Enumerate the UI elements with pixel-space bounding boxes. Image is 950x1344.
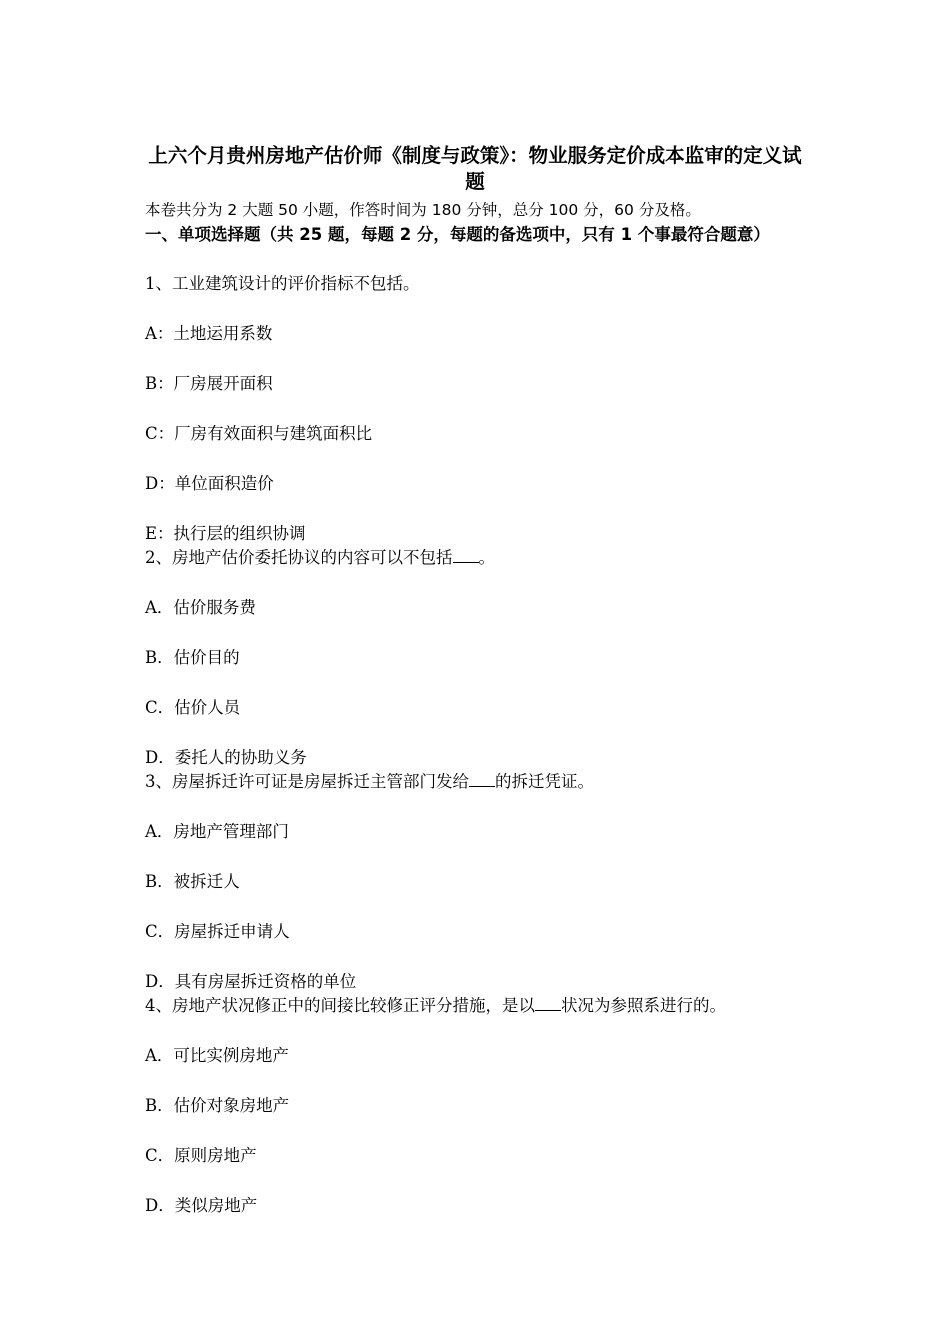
question-3-stem-text: 3、房屋拆迁许可证是房屋拆迁主管部门发给 xyxy=(145,772,469,791)
question-1-stem: 1、工业建筑设计的评价指标不包括。 xyxy=(145,274,420,293)
exam-summary: 本卷共分为 2 大题 50 小题，作答时间为 180 分钟，总分 100 分，60 分及格。 xyxy=(145,201,701,219)
question-4-option-a: A．可比实例房地产 xyxy=(145,1046,289,1065)
document-title: 上六个月贵州房地产估价师《制度与政策》：物业服务定价成本监审的定义试题 xyxy=(148,144,802,193)
section-title: 一、单项选择题（共 25 题，每题 2 分，每题的备选项中，只有 1 个事最符合题意） xyxy=(145,225,770,244)
question-1-option-d: D：单位面积造价 xyxy=(145,474,274,493)
question-4-option-b: B．估价对象房地产 xyxy=(145,1096,290,1115)
question-3-option-d: D．具有房屋拆迁资格的单位 xyxy=(145,972,357,991)
question-1-option-b: B：厂房展开面积 xyxy=(145,374,273,393)
question-2-stem xyxy=(145,547,495,569)
question-2-stem-end: 。 xyxy=(478,548,495,567)
question-2-stem-text: 2、房地产估价委托协议的内容可以不包括 xyxy=(145,548,453,567)
question-3-stem xyxy=(145,771,594,793)
question-1-option-c: C：厂房有效面积与建筑面积比 xyxy=(145,424,373,443)
question-4-option-d: D．类似房地产 xyxy=(145,1196,258,1215)
question-4-stem-text: 4、房地产状况修正中的间接比较修正评分措施，是以 xyxy=(145,996,535,1015)
question-3-option-a: A．房地产管理部门 xyxy=(145,822,289,841)
question-3-option-c: C．房屋拆迁申请人 xyxy=(145,922,290,941)
question-2-option-b: B．估价目的 xyxy=(145,648,240,667)
question-4-stem xyxy=(145,995,726,1017)
question-2-option-a: A．估价服务费 xyxy=(145,598,256,617)
question-2-option-d: D．委托人的协助义务 xyxy=(145,748,307,767)
question-1-option-a: A：土地运用系数 xyxy=(145,324,273,343)
answer-blank xyxy=(535,996,561,1011)
question-1-option-e: E：执行层的组织协调 xyxy=(145,524,306,543)
question-3-stem-end: 的拆迁凭证。 xyxy=(495,772,594,791)
question-3-option-b: B．被拆迁人 xyxy=(145,872,240,891)
answer-blank xyxy=(469,772,495,787)
answer-blank xyxy=(453,548,479,563)
question-4-stem-end: 状况为参照系进行的。 xyxy=(561,996,726,1015)
question-4-option-c: C．原则房地产 xyxy=(145,1146,257,1165)
question-2-option-c: C．估价人员 xyxy=(145,698,241,717)
